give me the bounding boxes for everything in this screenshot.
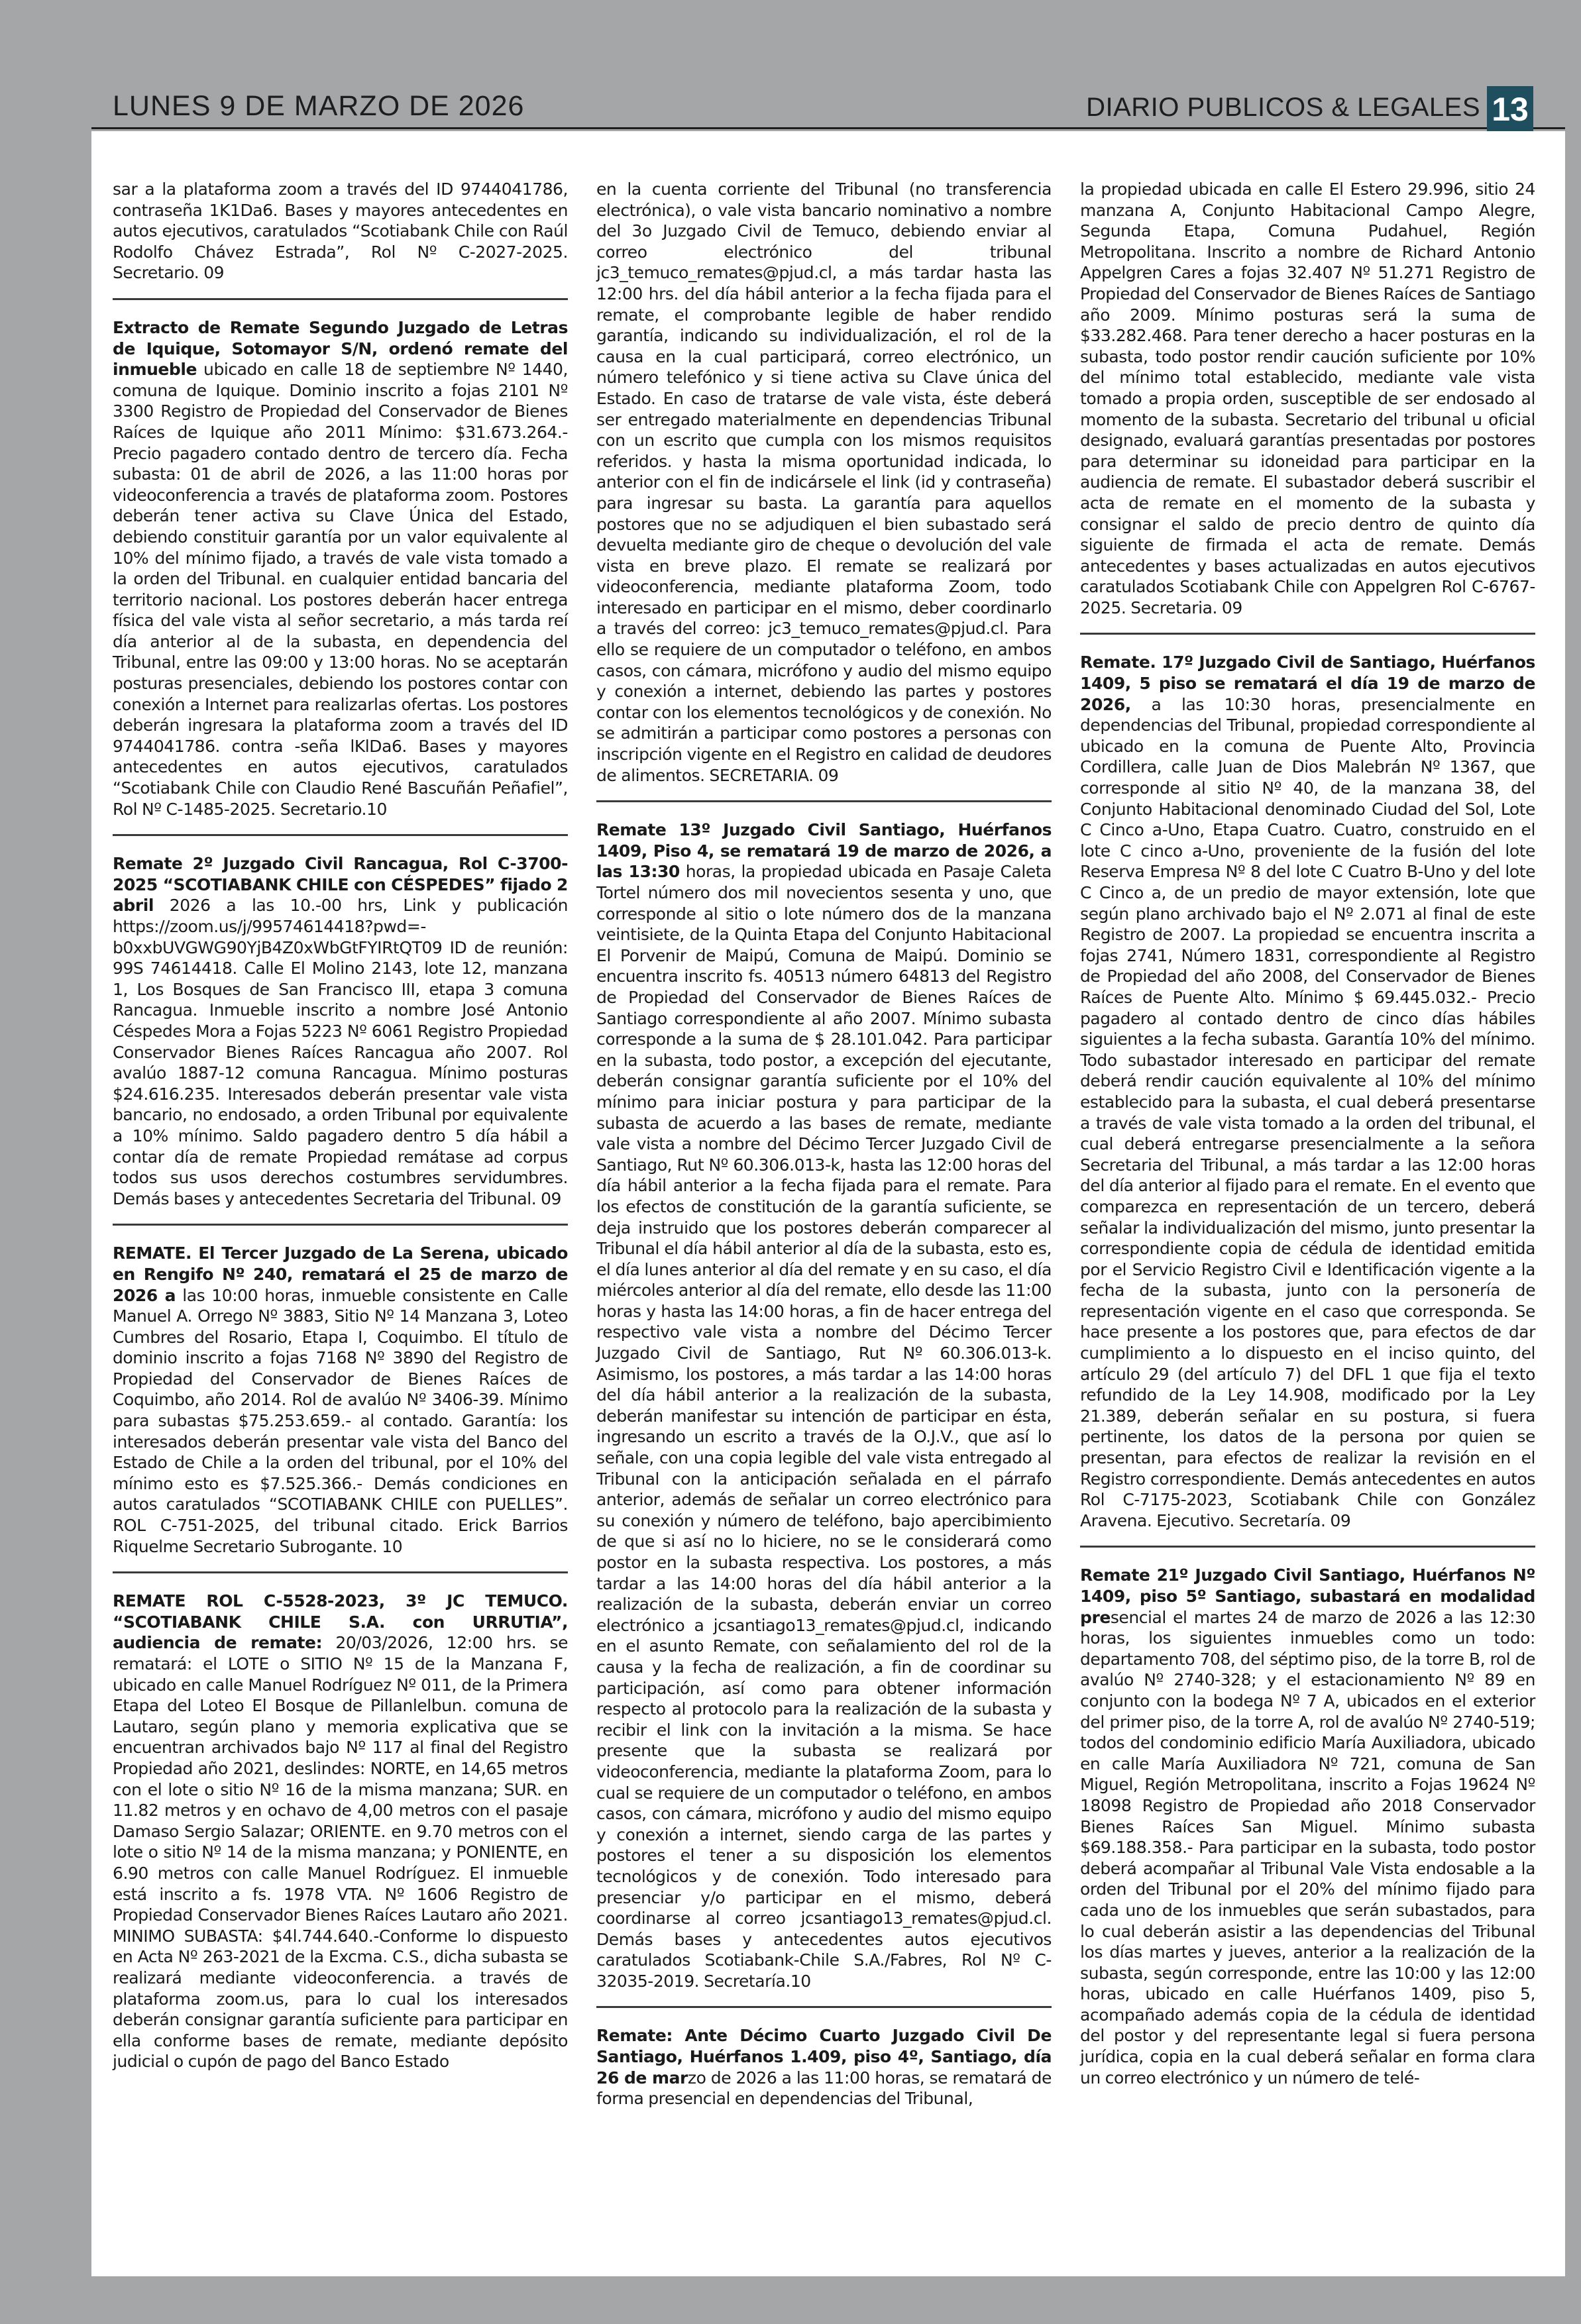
notice-body: 2026 a las 10.-00 hrs, Link y publicación https://zoom.us/j/99574614418?pwd=-b0xxbUVGWG90YjB4Z0xWbGtFYIRtQT09 ID de reunión: 99S 74614418. Calle El Molino 2143, lote 12, manzana 1, Los Bosques de San Francisco III, etapa 3 comuna Rancagua. Inmueble inscrito a nombre José Antonio Céspedes Mora a Fojas 5223 Nº 6061 Registro Propiedad Conservador Bienes Raíces Rancagua año 2007. Rol avalúo 1887-12 comuna Rancagua. Mínimo posturas $24.616.235. Interesados deberán presentar vale vista bancario, no endosado, a orden Tribunal por equivalente a 10% mínimo. Saldo pagadero dentro 5 día hábil a contar día de remate Propiedad remátase ad corpus todos sus usos derechos costumbres servidumbres. Demás bases y antecedentes Secretaria del Tribunal. 09 — [113, 896, 568, 1208]
notice-body: sencial el martes 24 de marzo de 2026 a las 12:30 horas, los siguientes inmuebles como un todo: departamento 708, del séptimo piso, de la torre B, rol de avalúo Nº 2740-328; y el estacionamiento Nº 89 en conjunto con la bodega Nº 7 A, ubicados en el exterior del primer piso, de la torre A, rol de avalúo Nº 2740-519; todos del condominio edificio María Auxiliadora, ubicado en calle María Auxiliadora Nº 721, comuna de San Miguel, Región Metropolitana, inscrito a Fojas 19624 Nº 18098 Registro de Propiedad año 2018 Conservador Bienes Raíces San Miguel. Mínimo subasta $69.188.358.- Para participar en la subasta, todo postor deberá acompañar al Tribunal Vale Vista endosable a la orden del Tribunal por el 20% del mínimo fijado para cada uno de los inmuebles que serán subastados, para lo cual deberán asistir a las dependencias del Tribunal los días martes y jueves, anterior a la realización de la subasta, según corresponde, entre las 10:00 y las 12:00 horas, ubicado en calle Huérfanos 1409, piso 5, acompañado además copia de la cédula de identidad del postor y del representante legal si fuera persona jurídica, copia en la cual deberá señalar en forma clara un correo electrónico y un número de telé- — [1080, 1607, 1535, 2087]
notice-heading: Remate. 17º Juzgado Civil de Santiago, Huérfanos 1409, 5 piso se rematará el día 19 de marzo de 2026, — [1080, 653, 1535, 714]
notice-continued — [596, 179, 1052, 786]
divider — [1080, 1546, 1535, 1548]
notice-remate-temuco — [113, 1591, 568, 2072]
notice-body: las 10:00 horas, inmueble consistente en Calle Manuel A. Orrego Nº 3883, Sitio Nº 14 Manzana 3, Loteo Cumbres del Rosario, Etapa I, Coquimbo. El título de dominio inscrito a fojas 7168 Nº 3890 del Registro de Propiedad del Conservador de Bienes Raíces de Coquimbo, año 2014. Rol de avalúo Nº 3406-39. Mínimo para subastas $75.253.659.- al contado. Garantía: los interesados deberán presentar vale vista del Banco del Estado de Chile a la orden del tribunal, por el 10% del mínimo esto es $7.525.366.- Demás condiciones en autos caratulados “SCOTIABANK CHILE con PUELLES”. ROL C-751-2025, del tribunal citado. Erick Barrios Riquelme Secretario Subrogante. 10 — [113, 1285, 568, 1556]
divider — [1080, 633, 1535, 635]
notice-remate-iquique — [113, 317, 568, 819]
notice-heading: REMATE ROL C-5528-2023, 3º JC TEMUCO. “SCOTIABANK CHILE S.A. con URRUTIA”, audiencia de remate: — [113, 1591, 568, 1653]
notice-body: a las 10:30 horas, presencialmente en dependencias del Tribunal, propiedad correspondiente al ubicado en la comuna de Puente Alto, Provincia Cordillera, calle Juan de Dios Malebrán Nº 1367, que corresponde al sitio Nº 40, de la manzana 38, del Conjunto Habitacional denominado Ciudad del Sol, Lote C Cinco a-Uno, Etapa Cuatro. Cuatro, construido en el lote C cinco a-Uno, proveniente de la fusión del lote Reserva Empresa Nº 8 del lote C Cuatro B-Uno y del lote C Cinco a, de un predio de mayor extensión, lote que según plano archivado bajo el Nº 2.071 al final de este Registro de 2007. La propiedad se encuentra inscrita a fojas 2741, Número 1831, correspondiente al Registro de Propiedad del año 2008, del Conservador de Bienes Raíces de Puente Alto. Mínimo $ 69.445.032.- Precio pagadero al contado dentro de cinco días hábiles siguientes a la fecha subasta. Garantía 10% del mínimo. Todo subastador interesado en participar del remate deberá rendir caución equivalente al 10% del mínimo establecido para la subasta, el cual deberá presentarse a través de vale vista tomado a la orden del tribunal, el cual deberá entregarse presencialmente a la señora Secretaria del Tribunal, a más tardar a las 12:00 horas del día anterior al fijado para el remate. En el evento que comparezca en representación de un tercero, deberá señalar la individualización del mismo, junto presentar la correspondiente copia de cédula de identidad emitida por el Servicio Registro Civil e Identificación vigente a la fecha de la subasta, junto con la personería de representación vigente en el caso que corresponda. Se hace presente a los postores que, para efectos de dar cumplimiento a lo dispuesto en el inciso quinto, del artículo 29 (del artículo 7) del DFL 1 que fija el texto refundido de la Ley 14.908, modificado por la Ley 21.389, deberán señalar en su postura, si fuera pertinente, los datos de la persona por quien se presentan, para efectos de realizar la revisión en el Registro correspondiente. Demás antecedentes en autos Rol C-7175-2023, Scotiabank Chile con González Aravena. Ejecutivo. Secretaría. 09 — [1080, 694, 1535, 1530]
divider — [113, 1224, 568, 1226]
notice-heading: Remate 13º Juzgado Civil Santiago, Huérfanos 1409, Piso 4, se rematará 19 de marzo de 2026, a las 13:30 — [596, 820, 1052, 882]
notice-remate-rancagua — [113, 853, 568, 1209]
notice-remate-la-serena — [113, 1243, 568, 1557]
page-number-badge: 13 — [1487, 86, 1533, 132]
notice-heading: REMATE. El Tercer Juzgado de La Serena, ubicado en Rengifo Nº 240, rematará el 25 de marzo de 2026 a — [113, 1243, 568, 1305]
page-header — [91, 86, 1565, 129]
notice-heading: Remate 2º Juzgado Civil Rancagua, Rol C-3700-2025 “SCOTIABANK CHILE con CÉSPEDES” fijado 2 abril — [113, 854, 568, 916]
divider — [113, 1571, 568, 1573]
notice-body: sar a la plataforma zoom a través del ID 9744041786, contraseña 1K1Da6. Bases y mayores antecedentes en autos ejecutivos, caratulados “Scotiabank Chile con Raúl Rodolfo Chávez Estrada”, Rol Nº C-2027-2025. Secretario. 09 — [113, 180, 568, 283]
notice-body: en la cuenta corriente del Tribunal (no transferencia electrónica), o vale vista bancario nominativo a nombre del 3o Juzgado Civil de Temuco, debiendo enviar al correo electrónico del tribunal jc3_temuco_remates@pjud.cl, a más tardar hasta las 12:00 hrs. del día hábil anterior a la fecha fijada para el remate, el comprobante legible de haber rendido garantía, indicando su individualización, el rol de la causa en la cual participará, correo electrónico, un número telefónico y si tiene activa su Clave única del Estado. En caso de tratarse de vale vista, éste deberá ser entregado materialmente en dependencias Tribunal con un escrito que cumpla con los mismos requisitos referidos. y hasta la misma oportunidad indicada, lo anterior con el fin de indicársele el link (id y contraseña) para ingresar su basta. La garantía para aquellos postores que no se adjudiquen el bien subastado será devuelta mediante giro de cheque o devolución del vale vista en breve plazo. El remate se realizará por videoconferencia, mediante plataforma Zoom, todo interesado en participar en el mismo, deber coordinarlo a través del correo: jc3_temuco_remates@pjud.cl. Para ello se requiere de un computador o teléfono, en ambos casos, con cámara, micrófono y audio del mismo equipo y conexión a internet, debiendo las partes y postores contar con los elementos tecnológicos y de conexión. No se admitirán a participar como postores a personas con inscripción vigente en el Registro en calidad de deudores de alimentos. SECRETARIA. 09 — [596, 180, 1052, 785]
divider — [596, 800, 1052, 802]
notice-remate-13-santiago — [596, 819, 1052, 1991]
notice-continued — [1080, 179, 1535, 618]
notice-heading: Remate 21º Juzgado Civil Santiago, Huérfanos Nº 1409, piso 5º Santiago, subastará en modalidad pre — [1080, 1565, 1535, 1627]
publication-name: DIARIO PUBLICOS & LEGALES — [1086, 93, 1480, 122]
notice-body: zo de 2026 a las 11:00 horas, se rematará de forma presencial en dependencias del Tribunal, — [596, 2068, 1052, 2109]
notice-remate-14-santiago — [596, 2025, 1052, 2109]
notice-remate-17-santiago — [1080, 652, 1535, 1531]
page-content — [91, 131, 1565, 2276]
column-3 — [1080, 179, 1535, 2088]
notice-body: ubicado en calle 18 de septiembre Nº 1440, comuna de Iquique. Dominio inscrito a fojas 2101 Nº 3300 Registro de Propiedad del Conservador de Bienes Raíces de Iquique año 2011 Mínimo: $31.673.264.- Precio pagadero contado dentro de tercero día. Fecha subasta: 01 de abril de 2026, a las 11:00 horas por videoconferencia a través de plataforma zoom. Postores deberán tener activa su Clave Única del Estado, debiendo constituir garantía por un valor equivalente al 10% del mínimo fijado, a través de vale vista tomado a la orden del Tribunal. en cualquier entidad bancaria del territorio nacional. Los postores deberán hacer entrega física del vale vista al señor secretario, a más tarda reí día anterior al de la subasta, en dependencia del Tribunal, entre las 09:00 y 13:00 horas. No se aceptarán posturas presenciales, debiendo los postores contar con conexión a Internet para realizarlas ofertas. Los postores deberán ingresara la plataforma zoom a través del ID 9744041786. contra -seña lKlDa6. Bases y mayores antecedentes en autos ejecutivos, caratulados “Scotiabank Chile con Claudio René Bascuñán Peñafiel”, Rol Nº C-1485-2025. Secretario.10 — [113, 360, 568, 819]
notice-body: horas, la propiedad ubicada en Pasaje Caleta Tortel número dos mil novecientos sesenta y uno, que corresponde al sitio o lote número dos de la manzana veintisiete, de la Quinta Etapa del Conjunto Habitacional El Porvenir de Maipú, Comuna de Maipú. Dominio se encuentra inscrito fs. 40513 número 64813 del Registro de Propiedad del Conservador de Bienes Raíces de Santiago correspondiente al año 2007. Mínimo subasta corresponde a la suma de $ 28.101.042. Para participar en la subasta, todo postor, a excepción del ejecutante, deberán consignar garantía suficiente por el 10% del mínimo para iniciar postura y para participar de la subasta de acuerdo a las bases de remate, mediante vale vista a nombre del Décimo Tercer Juzgado Civil de Santiago, Rut Nº 60.306.013-k, hasta las 12:00 horas del día hábil anterior a la fecha fijada para el remate. Para los efectos de constitución de la garantía suficiente, se deja instruido que los postores deberán comparecer al Tribunal el día hábil anterior al día de la subasta, esto es, el día lunes anterior al día del remate y en su caso, el día miércoles anterior al día del remate, ello desde las 11:00 horas y hasta las 14:00 horas, a fin de hacer entrega del respectivo vale vista a nombre del Décimo Tercer Juzgado Civil de Santiago, Rut Nº 60.306.013-k. Asimismo, los postores, a más tardar a las 14:00 horas del día hábil anterior a la realización de la subasta, deberán manifestar su intención de participar en ésta, ingresando un escrito a través de la O.J.V., que así lo señale, con una copia legible del vale vista entregado al Tribunal con la anticipación señalada en el párrafo anterior, además de señalar un correo electrónico para su conexión y número de teléfono, bajo apercibimiento de que si así no lo hiciere, no se le considerará como postor en la subasta respectiva. Los postores, a más tardar a las 14:00 horas del día hábil anterior a la realización de la subasta, deberán enviar un correo electrónico a jcsantiago13_remates@pjud.cl, indicando en el asunto Remate, con señalamiento del rol de la causa y la fecha de realización, a fin de coordinar su participación, así como para obtener información respecto al protocolo para la realización de la subasta y recibir el link con la invitación a la misma. Se hace presente que la subasta se realizará por videoconferencia, mediante la plataforma Zoom, para lo cual se requiere de un computador o teléfono, en ambos casos, con cámara, micrófono y audio del mismo equipo y conexión a internet, siendo carga de las partes y postores el tener a su disposición los elementos tecnológicos y de conexión. Todo interesado para presenciar y/o participar en el mismo, deberá coordinarse al correo jcsantiago13_remates@pjud.cl. Demás bases y antecedentes autos ejecutivos caratulados Scotiabank-Chile S.A./Fabres, Rol Nº C-32035-2019. Secretaría.10 — [596, 862, 1052, 1991]
notice-heading: Extracto de Remate Segundo Juzgado de Letras de Iquique, Sotomayor S/N, ordenó remate del inmueble — [113, 317, 568, 380]
column-2 — [596, 179, 1052, 2109]
notice-body: 20/03/2026, 12:00 hrs. se rematará: el LOTE o SITIO Nº 15 de la Manzana F, ubicado en calle Manuel Rodríguez Nº 011, de la Primera Etapa del Loteo El Bosque de Pillanlelbun. comuna de Lautaro, según plano y memoria explicativa que se encuentran archivados bajo Nº 117 al final del Registro Propiedad año 2021, deslindes: NORTE, en 14,65 metros con el lote o sitio Nº 16 de la misma manzana; SUR. en 11.82 metros y en ochavo de 4,00 metros con el pasaje Damaso Sergio Salazar; ORIENTE. en 9.70 metros con el lote o sitio Nº 14 de la misma manzana; y PONIENTE, en 6.90 metros con calle Manuel Rodríguez. El inmueble está inscrito a fs. 1978 VTA. Nº 1606 Registro de Propiedad Conservador Bienes Raíces Lautaro año 2021. MINIMO SUBASTA: $4l.744.640.-Conforme lo dispuesto en Acta Nº 263-2021 de la Excma. C.S., dicha subasta se realizará mediante videoconferencia. a través de plataforma zoom.us, para lo cual los interesados deberán consignar garantía suficiente para participar en ella conforme bases de remate, mediante depósito judicial o cupón de pago del Banco Estado — [113, 1633, 569, 2072]
notice-heading: Remate: Ante Décimo Cuarto Juzgado Civil De Santiago, Huérfanos 1.409, piso 4º, Santiago, día 26 de mar — [596, 2026, 1052, 2087]
issue-date: LUNES 9 DE MARZO DE 2026 — [113, 90, 525, 122]
notice-body: la propiedad ubicada en calle El Estero 29.996, sitio 24 manzana A, Conjunto Habitacional Campo Alegre, Segunda Etapa, Comuna Pudahuel, Región Metropolitana. Inscrito a nombre de Richard Antonio Appelgren Cares a fojas 32.407 Nº 51.271 Registro de Propiedad del Conservador de Bienes Raíces de Santiago año 2009. Mínimo posturas será la suma de $33.282.468. Para tener derecho a hacer posturas en la subasta, todo postor rendir caución suficiente por 10% del mínimo total establecido, mediante vale vista tomado a propia orden, susceptible de ser endosado al momento de la subasta. Secretario del tribunal u oficial designado, evaluará garantías presentadas por postores para determinar su idoneidad para participar en la audiencia de remate. El subastador deberá suscribir el acta de remate en el momento de la subasta y consignar el saldo de precio dentro de quinto día siguiente de firmada el acta de remate. Demás antecedentes y bases actualizadas en autos ejecutivos caratulados Scotiabank Chile con Appelgren Rol C-6767-2025. Secretaria. 09 — [1080, 180, 1535, 617]
divider — [113, 298, 568, 300]
notice-remate-21-santiago — [1080, 1565, 1535, 2088]
divider — [596, 2006, 1052, 2008]
notice-continued — [113, 179, 568, 284]
column-1 — [113, 179, 568, 2072]
divider — [113, 834, 568, 836]
